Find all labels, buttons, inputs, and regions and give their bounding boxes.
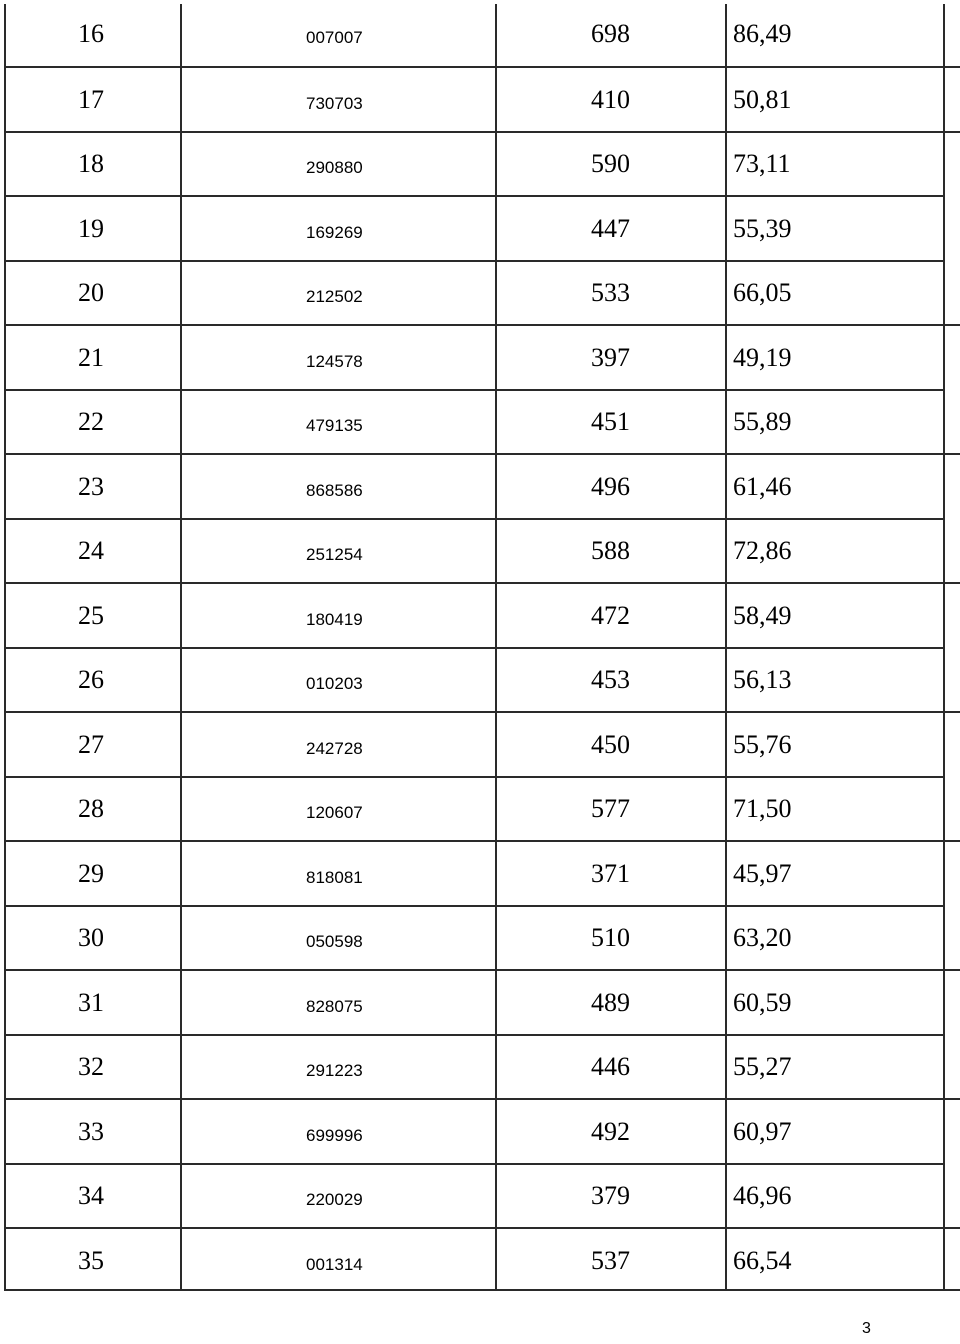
row-number: 23: [78, 472, 104, 501]
row-percent: 73,11: [733, 149, 791, 178]
row-number: 28: [78, 794, 104, 823]
row-number: 17: [78, 85, 104, 114]
row-count: 537: [591, 1246, 630, 1275]
row-percent: 86,49: [733, 19, 792, 48]
row-code: 180419: [306, 610, 363, 629]
row-percent: 60,97: [733, 1117, 792, 1146]
row-count: 577: [591, 794, 630, 823]
row-code: 169269: [306, 223, 363, 242]
row-percent: 56,13: [733, 665, 792, 694]
row-percent: 46,96: [733, 1181, 792, 1210]
table-row: [0, 971, 960, 1035]
table-row: [0, 519, 960, 583]
row-number: 32: [78, 1052, 104, 1081]
table-row: [0, 906, 960, 970]
row-count: 496: [591, 472, 630, 501]
row-count: 533: [591, 278, 630, 307]
row-number: 16: [78, 19, 104, 48]
row-code: 120607: [306, 803, 363, 822]
row-code: 479135: [306, 416, 363, 435]
row-code: 251254: [306, 545, 363, 564]
row-number: 33: [78, 1117, 104, 1146]
table-row: [0, 1035, 960, 1099]
row-percent: 45,97: [733, 859, 792, 888]
row-count: 447: [591, 214, 630, 243]
row-count: 410: [591, 85, 630, 114]
row-code: 828075: [306, 997, 363, 1016]
row-code: 212502: [306, 287, 363, 306]
row-code: 699996: [306, 1126, 363, 1145]
table-row: [0, 777, 960, 841]
row-percent: 55,89: [733, 407, 792, 436]
row-percent: 55,76: [733, 730, 792, 759]
table-row: [0, 390, 960, 454]
row-number: 18: [78, 149, 104, 178]
table-row: [0, 455, 960, 519]
row-code: 818081: [306, 868, 363, 887]
row-number: 29: [78, 859, 104, 888]
row-percent: 50,81: [733, 85, 792, 114]
table-row: [0, 1229, 960, 1293]
row-count: 450: [591, 730, 630, 759]
row-code: 010203: [306, 674, 363, 693]
table-row: [0, 1164, 960, 1228]
row-number: 25: [78, 601, 104, 630]
table-row: [0, 584, 960, 648]
row-count: 446: [591, 1052, 630, 1081]
row-count: 472: [591, 601, 630, 630]
row-number: 22: [78, 407, 104, 436]
row-number: 19: [78, 214, 104, 243]
row-count: 451: [591, 407, 630, 436]
row-percent: 55,39: [733, 214, 792, 243]
row-number: 26: [78, 665, 104, 694]
table-row: [0, 842, 960, 906]
row-code: 001314: [306, 1255, 363, 1274]
row-count: 590: [591, 149, 630, 178]
row-number: 27: [78, 730, 104, 759]
table-row: [0, 132, 960, 196]
row-percent: 55,27: [733, 1052, 792, 1081]
row-code: 050598: [306, 932, 363, 951]
row-percent: 49,19: [733, 343, 792, 372]
row-code: 291223: [306, 1061, 363, 1080]
table-row: [0, 197, 960, 261]
table-row: [0, 1100, 960, 1164]
row-number: 24: [78, 536, 104, 565]
page-number: 3: [862, 1320, 871, 1337]
row-count: 379: [591, 1181, 630, 1210]
row-count: 492: [591, 1117, 630, 1146]
row-code: 290880: [306, 158, 363, 177]
row-percent: 63,20: [733, 923, 792, 952]
row-percent: 60,59: [733, 988, 792, 1017]
table-row: [0, 326, 960, 390]
table-row: [0, 648, 960, 712]
row-percent: 71,50: [733, 794, 792, 823]
row-percent: 72,86: [733, 536, 792, 565]
row-count: 453: [591, 665, 630, 694]
table-row: [0, 713, 960, 777]
row-number: 20: [78, 278, 104, 307]
row-count: 371: [591, 859, 630, 888]
row-percent: 61,46: [733, 472, 792, 501]
row-code: 124578: [306, 352, 363, 371]
table-row: [0, 261, 960, 325]
row-count: 489: [591, 988, 630, 1017]
row-count: 397: [591, 343, 630, 372]
row-number: 30: [78, 923, 104, 952]
row-code: 730703: [306, 94, 363, 113]
row-number: 34: [78, 1181, 104, 1210]
row-number: 35: [78, 1246, 104, 1275]
row-code: 007007: [306, 28, 363, 47]
row-count: 698: [591, 19, 630, 48]
row-percent: 66,54: [733, 1246, 792, 1275]
row-code: 220029: [306, 1190, 363, 1209]
row-code: 868586: [306, 481, 363, 500]
table-row: [0, 2, 960, 66]
row-count: 588: [591, 536, 630, 565]
row-percent: 66,05: [733, 278, 792, 307]
row-code: 242728: [306, 739, 363, 758]
row-count: 510: [591, 923, 630, 952]
table-row: [0, 68, 960, 132]
row-number: 31: [78, 988, 104, 1017]
row-number: 21: [78, 343, 104, 372]
row-percent: 58,49: [733, 601, 792, 630]
